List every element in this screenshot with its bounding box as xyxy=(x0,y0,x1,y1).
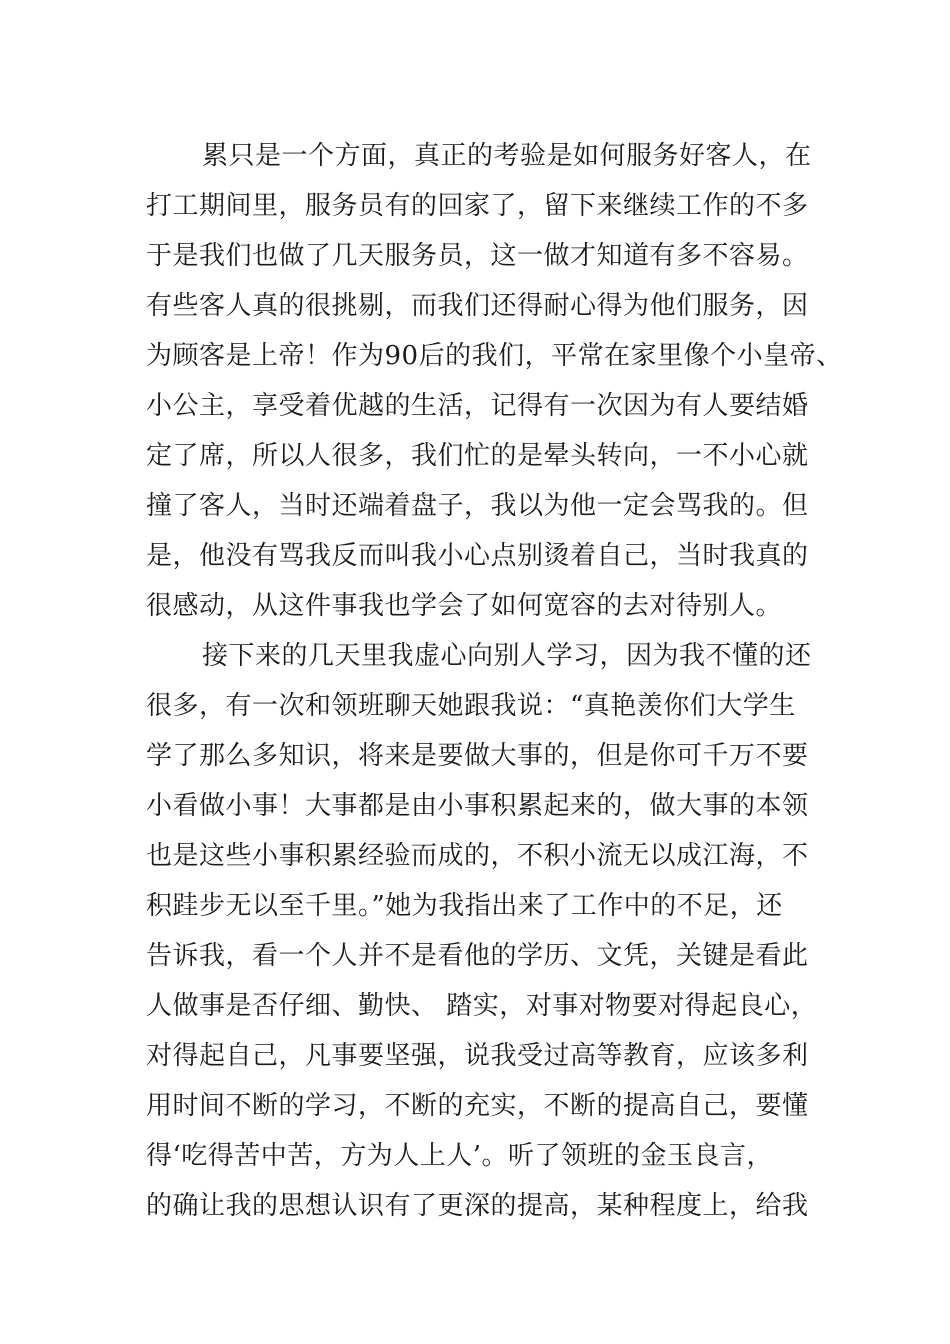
paragraph-1-line-4: 有些客人真的很挑剔，而我们还得耐心得为他们服务，因 xyxy=(146,291,809,321)
paragraph-1-line-7: 定了席，所以人很多，我们忙的是晕头转向，一不小心就 xyxy=(146,441,809,471)
paragraph-2-line-3: 学了那么多知识，将来是要做大事的，但是你可千万不要 xyxy=(146,741,809,771)
paragraph-2-line-6: 积跬步无以至千里。”她为我指出来了工作中的不足，还 xyxy=(146,891,783,921)
paragraph-1-line-10: 很感动，从这件事我也学会了如何宽容的去对待别人。 xyxy=(146,591,783,621)
paragraph-1-line-5: 为顾客是上帝！作为90后的我们，平常在家里像个小皇帝、 xyxy=(146,341,843,371)
paragraph-1-line-9: 是，他没有骂我反而叫我小心点别烫着自己，当时我真的 xyxy=(146,541,809,571)
paragraph-1-line-8: 撞了客人，当时还端着盘子，我以为他一定会骂我的。但 xyxy=(146,491,809,521)
paragraph-2-line-11: 得‘吃得苦中苦，方为人上人’。听了领班的金玉良言， xyxy=(146,1141,774,1171)
paragraph-1-line-1: 累只是一个方面，真正的考验是如何服务好客人，在 xyxy=(202,141,812,171)
paragraph-2-line-10: 用时间不断的学习，不断的充实，不断的提高自己，要懂 xyxy=(146,1091,809,1121)
paragraph-2-line-12: 的确让我的思想认识有了更深的提高，某种程度上，给我 xyxy=(146,1191,809,1221)
paragraph-2-line-5: 也是这些小事积累经验而成的，不积小流无以成江海，不 xyxy=(146,841,809,871)
paragraph-2-line-2: 很多，有一次和领班聊天她跟我说：“真艳羡你们大学生 xyxy=(146,691,796,721)
paragraph-2-line-4: 小看做小事！大事都是由小事积累起来的，做大事的本领 xyxy=(146,791,809,821)
paragraph-2-line-7: 告诉我，看一个人并不是看他的学历、文凭，关键是看此 xyxy=(146,941,809,971)
paragraph-2-line-1: 接下来的几天里我虚心向别人学习，因为我不懂的还 xyxy=(202,641,812,671)
paragraph-1-line-2: 打工期间里，服务员有的回家了，留下来继续工作的不多 xyxy=(146,191,809,221)
paragraph-1-line-3: 于是我们也做了几天服务员，这一做才知道有多不容易。 xyxy=(146,241,809,271)
paragraph-2-line-9: 对得起自己，凡事要坚强，说我受过高等教育，应该多利 xyxy=(146,1041,809,1071)
paragraph-1-line-6: 小公主，享受着优越的生活，记得有一次因为有人要结婚 xyxy=(146,391,809,421)
paragraph-2-line-8: 人做事是否仔细、勤快、 踏实，对事对物要对得起良心， xyxy=(146,991,818,1021)
document-body xyxy=(146,131,843,1231)
